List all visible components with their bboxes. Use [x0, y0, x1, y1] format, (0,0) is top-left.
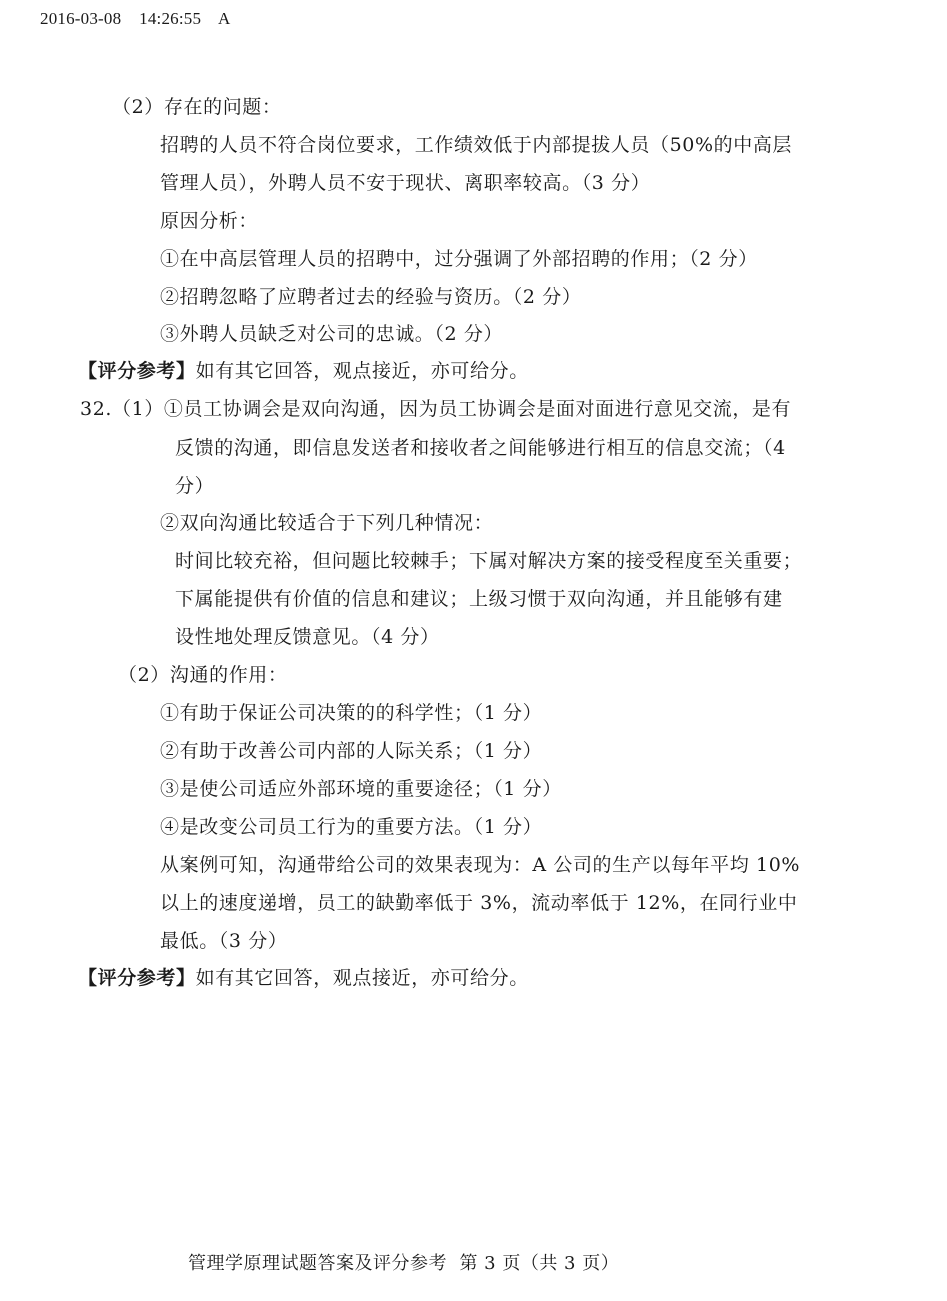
grading-note-text: 如有其它回答，观点接近，亦可给分。	[195, 967, 529, 989]
grading-note-label: 【评分参考】	[78, 967, 196, 989]
reason-3: ③外聘人员缺乏对公司的忠诚。（2 分）	[160, 323, 504, 345]
q32-point2-line3: 设性地处理反馈意见。（4 分）	[175, 626, 440, 648]
problems-line-1: 招聘的人员不符合岗位要求，工作绩效低于内部提拔人员（50%的中高层	[160, 134, 793, 156]
q32-part2-item-4: ④是改变公司员工行为的重要方法。（1 分）	[160, 816, 543, 838]
q32-point2-line2: 下属能提供有价值的信息和建议；上级习惯于双向沟通，并且能够有建	[175, 588, 783, 610]
part-label: （1）	[112, 398, 164, 420]
grading-note-label: 【评分参考】	[78, 360, 196, 382]
q32-part2-item-3: ③是使公司适应外部环境的重要途径；（1 分）	[160, 778, 562, 800]
problems-heading: （2）存在的问题：	[112, 96, 282, 118]
analysis-heading: 原因分析：	[160, 210, 259, 232]
reason-2: ②招聘忽略了应聘者过去的经验与资历。（2 分）	[160, 286, 582, 308]
grading-note-2	[78, 966, 529, 990]
grading-note-1	[78, 359, 529, 383]
q32-point1-line1: ①员工协调会是双向沟通，因为员工协调会是面对面进行意见交流，是有	[163, 398, 792, 420]
q32-point1-line2: 反馈的沟通，即信息发送者和接收者之间能够进行相互的信息交流；（4	[175, 437, 786, 459]
problems-line-2: 管理人员），外聘人员不安于现状、离职率较高。（3 分）	[160, 172, 651, 194]
question-number: 32.	[80, 398, 113, 420]
q32-part2-item-2: ②有助于改善公司内部的人际关系；（1 分）	[160, 740, 543, 762]
grading-note-text: 如有其它回答，观点接近，亦可给分。	[195, 360, 529, 382]
scan-timestamp: 2016-03-08 14:26:55 A	[40, 9, 231, 28]
case-line-3: 最低。（3 分）	[160, 930, 288, 952]
case-line-2: 以上的速度递增，员工的缺勤率低于 3%，流动率低于 12%，在同行业中	[160, 892, 798, 914]
q32-part2-item-1: ①有助于保证公司决策的的科学性；（1 分）	[160, 702, 543, 724]
q32-part2-heading: （2）沟通的作用：	[118, 664, 288, 686]
page-footer: 管理学原理试题答案及评分参考 第 3 页（共 3 页）	[188, 1253, 620, 1274]
q32-point2-line1: 时间比较充裕，但问题比较棘手；下属对解决方案的接受程度至关重要；	[175, 550, 803, 572]
q32-point1-line3: 分）	[175, 475, 215, 497]
q32-point2-heading: ②双向沟通比较适合于下列几种情况：	[160, 512, 494, 534]
q32-line-1	[80, 397, 791, 421]
case-line-1: 从案例可知，沟通带给公司的效果表现为：A 公司的生产以每年平均 10%	[160, 854, 801, 876]
reason-1: ①在中高层管理人员的招聘中，过分强调了外部招聘的作用；（2 分）	[160, 248, 758, 270]
